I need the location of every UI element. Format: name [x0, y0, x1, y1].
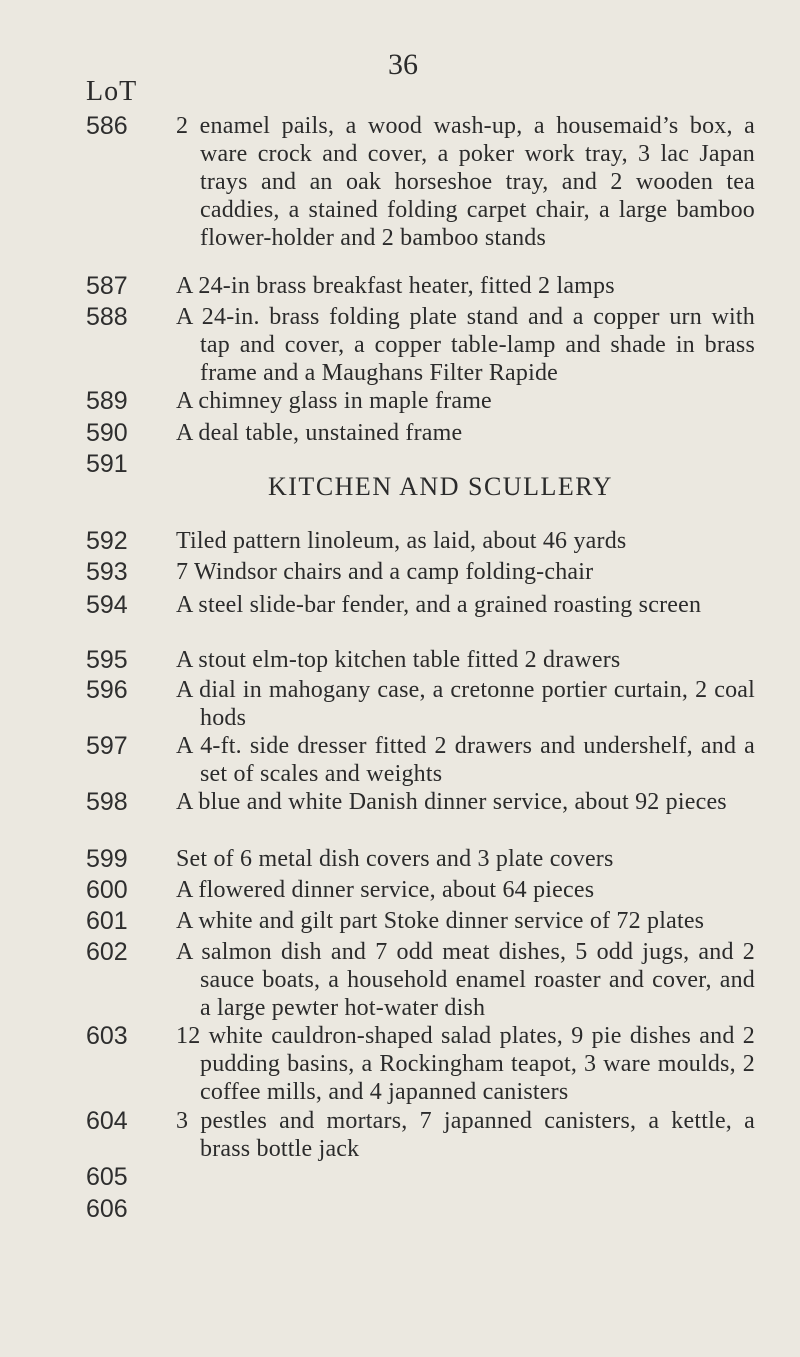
lot-number: 589 — [86, 387, 128, 415]
lot-description: A flowered dinner service, about 64 pieces — [176, 877, 595, 903]
lot-description: A deal table, unstained frame — [176, 420, 463, 446]
lot-column-label: LoT — [86, 76, 138, 107]
lot-description: Tiled pattern linoleum, as laid, about 46 yards — [176, 528, 627, 554]
lot-description: A blue and white Danish dinner service, about 92 pieces — [176, 789, 727, 815]
lot-description: A chimney glass in maple frame — [176, 388, 492, 414]
lot-number: 595 — [86, 646, 128, 674]
lot-number: 605 — [86, 1163, 128, 1191]
lot-description: A dial in mahogany case, a cretonne portier curtain, 2 coal hods — [176, 677, 755, 731]
lot-description: 3 pestles and mortars, 7 japanned canisters, a kettle, a brass bottle jack — [176, 1108, 755, 1162]
lot-number: 599 — [86, 845, 128, 873]
lot-number: 587 — [86, 272, 128, 300]
lot-description: 7 Windsor chairs and a camp folding-chair — [176, 559, 594, 585]
lot-number: 591 — [86, 450, 128, 478]
lot-description: A white and gilt part Stoke dinner service of 72 plates — [176, 908, 705, 934]
lot-description: A 24-in brass breakfast heater, fitted 2 lamps — [176, 273, 615, 299]
lot-number: 603 — [86, 1022, 128, 1050]
lot-description: 12 white cauldron-shaped salad plates, 9 pie dishes and 2 pudding basins, a Rockingham teapot, 3 ware moulds, 2 coffee mills, and 4 japanned canisters — [176, 1023, 755, 1105]
lot-number: 590 — [86, 419, 128, 447]
lot-description: Set of 6 metal dish covers and 3 plate covers — [176, 846, 614, 872]
lot-number: 601 — [86, 907, 128, 935]
lot-number: 596 — [86, 676, 128, 704]
lot-number: 586 — [86, 112, 128, 140]
page-number: 36 — [388, 48, 418, 81]
section-heading: KITCHEN AND SCULLERY — [268, 472, 613, 501]
lot-number: 606 — [86, 1195, 128, 1223]
lot-number: 588 — [86, 303, 128, 331]
lot-description: A stout elm-top kitchen table fitted 2 drawers — [176, 647, 621, 673]
lot-description: A salmon dish and 7 odd meat dishes, 5 odd jugs, and 2 sauce boats, a household enamel roaster and cover, and a large pewter hot-water dish — [176, 939, 755, 1021]
lot-number: 600 — [86, 876, 128, 904]
lot-number: 592 — [86, 527, 128, 555]
lot-description: A 4-ft. side dresser fitted 2 drawers and undershelf, and a set of scales and weights — [176, 733, 755, 787]
lot-number: 598 — [86, 788, 128, 816]
lot-description: A steel slide-bar fender, and a grained roasting screen — [176, 592, 702, 618]
lot-number: 593 — [86, 558, 128, 586]
lot-description: 2 enamel pails, a wood wash-up, a housemaid’s box, a ware crock and cover, a poker work tray, 3 lac Japan trays and an oak horseshoe tray, and 2 wooden tea caddies, a stained folding carpet chair, a large bamboo flower-holder and 2 bamboo stands — [176, 113, 755, 251]
lot-number: 602 — [86, 938, 128, 966]
lot-description: A 24-in. brass folding plate stand and a copper urn with tap and cover, a copper table-lamp and shade in brass frame and a Maughans Filter Rapide — [176, 304, 755, 386]
lot-number: 594 — [86, 591, 128, 619]
lot-number: 597 — [86, 732, 128, 760]
lot-number: 604 — [86, 1107, 128, 1135]
